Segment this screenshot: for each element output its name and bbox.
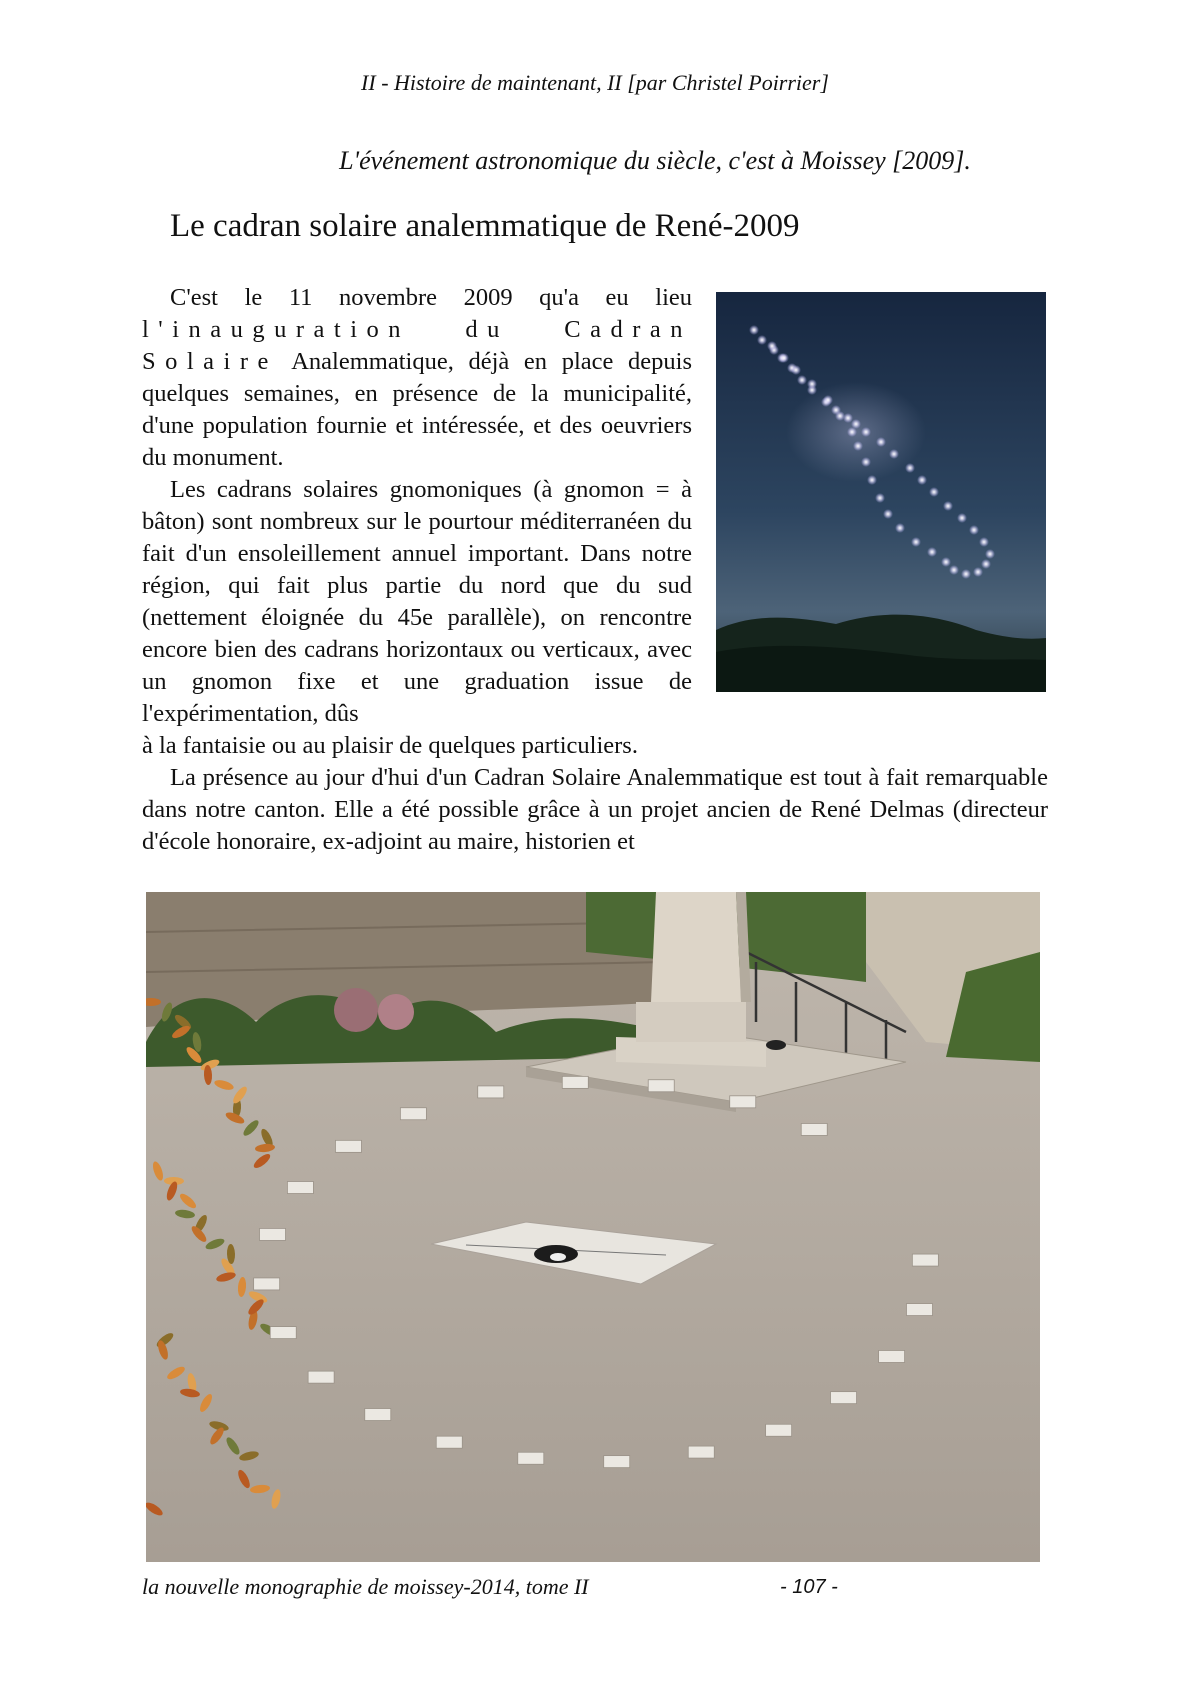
analemma-sky-photo xyxy=(716,292,1046,692)
paragraph-2-body: Les cadrans solaires gnomoniques (à gnomon = à bâton) sont nombreux sur le pourtour méditerranéen du fait d'un ensoleillement annuel important. Dans notre région, qui fait plus partie du nord que du sud (nettement éloignée du 45e parallèle), on rencontre encore bien des cadrans horizontaux ou verticaux, avec un gnomon fixe et une graduation issue de l'expérimentation, dûs xyxy=(142,476,692,727)
paragraph-2-last-line: à la fantaisie ou au plaisir de quelques particuliers. xyxy=(142,732,638,759)
paragraph-1 xyxy=(142,282,692,474)
article-title: Le cadran solaire analemmatique de René-2009 xyxy=(170,208,800,244)
running-header: II - Histoire de maintenant, II [par Christel Poirrier] xyxy=(361,70,829,95)
section-title: L'événement astronomique du siècle, c'est à Moissey [2009]. xyxy=(339,146,971,175)
sundial-plaza-photo xyxy=(146,892,1040,1562)
paragraph-3: La présence au jour d'hui d'un Cadran Solaire Analemmatique est tout à fait remarquable dans notre canton. Elle a été possible grâce à un projet ancien de René Delmas (directeur d'école honoraire, ex-adjoint au maire, historien et xyxy=(142,764,1048,855)
footer-book-title: la nouvelle monographie de moissey-2014, tome II xyxy=(142,1574,589,1599)
paragraph-1-line-1: C'est le 11 novembre 2009 qu'a eu lieu xyxy=(170,284,692,311)
paragraph-1-line-2: l'inauguration du Cadran Solaire xyxy=(142,316,692,375)
paragraph-1-rest: Analemmatique, déjà en place depuis quelques semaines, en présence de la municipalité, d'une population fournie et intéressée, et des oeuvriers du monument. xyxy=(142,348,692,471)
page-number: - 107 - xyxy=(780,1576,838,1598)
paragraph-2 xyxy=(142,474,692,762)
